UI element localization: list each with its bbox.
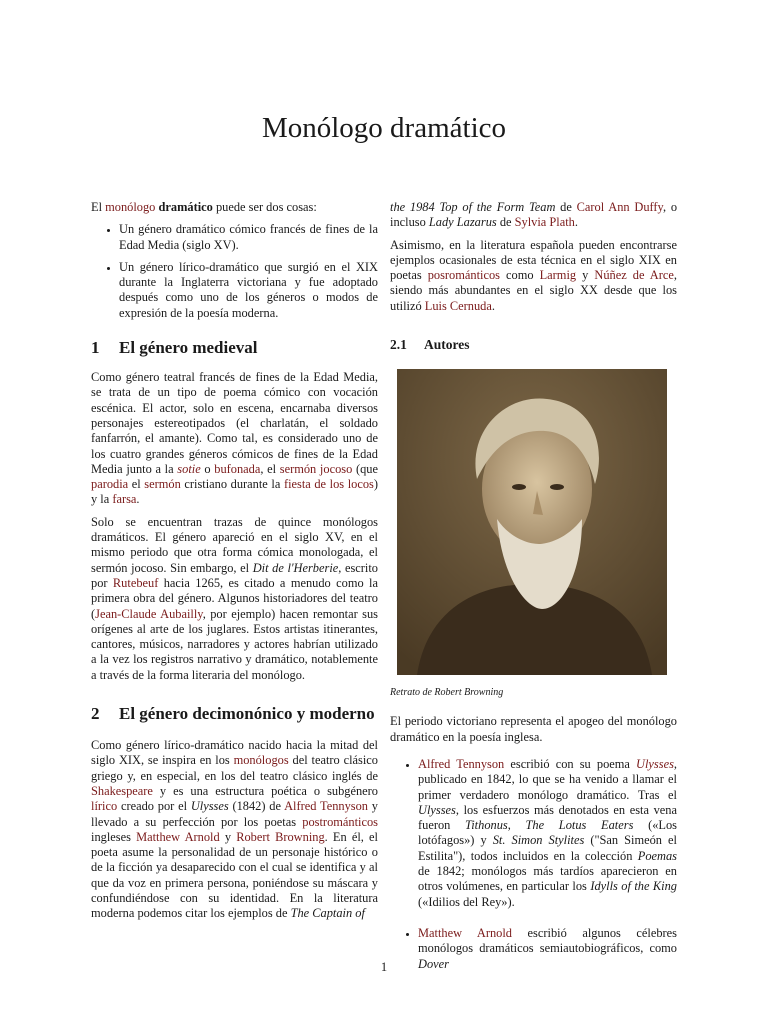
text: cristiano durante la [180,477,284,492]
section-1-heading [91,337,378,358]
text: , [507,818,526,833]
text: escribió algunos célebres monólogos dramáticos semiautobiográficos, como [418,925,677,956]
text: , siendo más abundantes en el siglo XX desde que los utilizó [390,268,677,313]
portrait-illustration [397,369,667,675]
text: . En él, el poeta asume la personalidad de un personaje histórico o de la ficción ya desaparecido con el cual se identifica y al que da voz en primera persona, poniéndose su máscara y confundiéndose con su identidad. En la literatura moderna podemos citar los ejemplos de [91,829,378,921]
link-luis-cernuda[interactable]: Luis Cernuda [424,298,492,313]
text: de [496,215,515,230]
emphasis: Idylls of the King [590,879,677,894]
text: («Idilios del Rey»). [418,894,515,909]
text: Asimismo, en la literatura española pueden encontrarse ejemplos ocasionales de esta técnica en el siglo XIX en poetas [390,237,677,283]
text: El [91,200,106,214]
figure-caption: Retrato de Robert Browning [390,687,504,699]
text: puede ser dos cosas: [212,200,317,214]
emphasis: the 1984 Top of the Form Team [390,200,556,214]
text: . [574,215,578,230]
link-farsa[interactable]: farsa [112,492,137,507]
link-ulysses[interactable] [636,757,674,771]
link-posromanticos[interactable]: posrománticos [427,268,500,283]
text: (1842) de [228,799,285,814]
link-sylvia-plath[interactable]: Sylvia Plath [514,215,575,230]
link-shakespeare[interactable]: Shakespeare [91,783,153,798]
link-parodia[interactable]: parodia [91,477,129,492]
link-matthew-arnold[interactable]: Matthew Arnold [418,925,513,940]
emphasis: The Lotus Eaters [525,818,634,833]
text: (que [352,461,378,476]
paragraph [91,370,378,508]
text: de 1842; monólogos más tardíos aparecieron en otros volúmenes, en particular los [418,864,677,894]
text: Como género teatral francés de fines de la Edad Media, se trata de un tipo de poema cómico con vocación escénica. El actor, solo en escena, encarnaba diversos personajes estereotipados (el charlatán, el soldado fanfarrón, el amante). Como tal, es considerado uno de los cuatro grandes géneros cómicos de fines de la Edad Media junto a la [91,370,378,476]
text: ingleses [91,829,137,844]
link-bufonada[interactable]: bufonada [214,461,261,476]
page-number: 1 [380,960,388,974]
text: . [136,492,140,507]
subsection-number: 2.1 [390,337,407,353]
link-robert-browning[interactable]: Robert Browning [236,829,325,844]
list-item: • Un género dramático cómico francés de fines de la Edad Media (siglo XV). [119,222,378,253]
link-lirico[interactable]: lírico [91,799,118,814]
emphasis: Dit de l'Herberie [252,560,339,575]
link-sermon[interactable]: sermón [144,477,181,492]
text: , o incluso [390,200,678,230]
emphasis: St. Simon Stylites [492,833,585,848]
link-alfred-tennyson[interactable]: Alfred Tennyson [418,756,505,771]
list-item: • Un género lírico-dramático que surgió en el XIX durante la Inglaterra victoriana y fue adoptado después como uno de los géneros o modos de expresión de la poesía moderna. [119,260,378,321]
paragraph: El periodo victoriano representa el apogeo del monólogo dramático en la poesía inglesa. [390,714,677,744]
text: y [576,268,595,283]
section-number: 2 [91,704,100,724]
link-text: Ulysses [636,756,674,771]
link-fiesta-de-los-locos[interactable]: fiesta de los locos [283,477,374,492]
left-column [91,200,378,929]
text: o [200,461,215,476]
text: ) y la [91,477,379,507]
text: de [555,200,577,214]
text: y llevado a su perfección por los poetas [91,799,379,829]
text: , por ejemplo) hacen remontar sus orígenes al arte de los juglares. Estos artistas itinerantes, cantores, músicos, narradores y actores habrían utilizado a la vez los registros narrativo y dramático, notablemente a través de la forma literaria del monólogo. [91,606,379,682]
section-2-heading [91,703,378,724]
text: . [491,298,495,313]
section-number: 1 [91,338,100,358]
link-sotie[interactable] [177,462,200,476]
text: creado por el [117,799,191,814]
link-monologo[interactable]: monólogo [105,200,156,214]
text: , escrito por [91,560,379,590]
link-alfred-tennyson[interactable]: Alfred Tennyson [284,799,369,814]
link-monologos[interactable]: monólogos [233,753,289,768]
link-postromanticos[interactable]: postrománticos [302,814,378,829]
link-rutebeuf[interactable]: Rutebeuf [112,575,159,590]
emphasis: Lady Lazarus [428,215,497,230]
text: Como género lírico-dramático nacido hacia la mitad del siglo XIX, se inspira en los [91,738,378,768]
subsection-heading [390,336,677,353]
paragraph [390,200,677,231]
authors-list [390,757,677,972]
text: Solo se encuentran trazas de quince monólogos dramáticos. El género apareció en el siglo XV, en el mismo periodo que otra forma cómica monologada, el sermón jocoso. Sin embargo, el [91,514,378,575]
emphasis: Dover [418,956,449,971]
paragraph [91,738,378,922]
portrait-eye [550,484,564,490]
right-column [390,200,677,980]
text: hacia 1265, es citado a menudo como la primera obra del género. Algunos historiadores del teatro ( [91,575,378,621]
link-nunez-de-arce[interactable]: Núñez de Arce [594,268,674,283]
paragraph [390,238,677,314]
emphasis: Poemas [637,848,677,863]
text: , los esfuerzos más denotados en esta vena fueron [418,802,677,833]
intro-list [91,222,378,321]
link-carol-ann-duffy[interactable]: Carol Ann Duffy [576,200,663,214]
emphasis: The Captain of [290,906,365,921]
emphasis: Ulysses [190,799,229,814]
link-text: sotie [177,461,201,476]
text: y [219,829,237,844]
paragraph [91,515,378,683]
text: , publicado en 1842, lo que se ha venido a llamar el primer verdadero monólogo dramático. Tras el [418,756,677,802]
portrait-image [397,369,667,675]
list-item [418,757,677,910]
subsection-title: Autores [424,337,470,353]
link-matthew-arnold[interactable]: Matthew Arnold [136,829,220,844]
emphasis: Tithonus [465,818,508,833]
text: del teatro clásico griego y, en especial, en los del teatro clásico inglés de [91,753,378,783]
text: , el [260,461,280,476]
text: escribió con su poema [504,756,637,771]
bold-term: dramático [158,200,213,214]
page-title: Monólogo dramático [261,112,507,144]
text: ("San Simeón el Estilita"), todos incluidos en la colección [418,833,677,863]
link-jean-claude-aubailly[interactable]: Jean-Claude Aubailly [95,606,203,621]
emphasis: Ulysses [418,802,456,817]
section-title: El género medieval [119,338,258,358]
text: («Los lotófagos») y [418,818,677,848]
portrait-eye [512,484,526,490]
intro-paragraph [91,200,378,215]
section-title: El género decimonónico y moderno [119,704,375,724]
link-sermon-jocoso[interactable]: sermón jocoso [279,461,353,476]
text: como [499,268,540,283]
text: y es una estructura poética o subgénero [152,783,378,798]
text: el [128,477,145,492]
link-larmig[interactable]: Larmig [539,268,577,283]
